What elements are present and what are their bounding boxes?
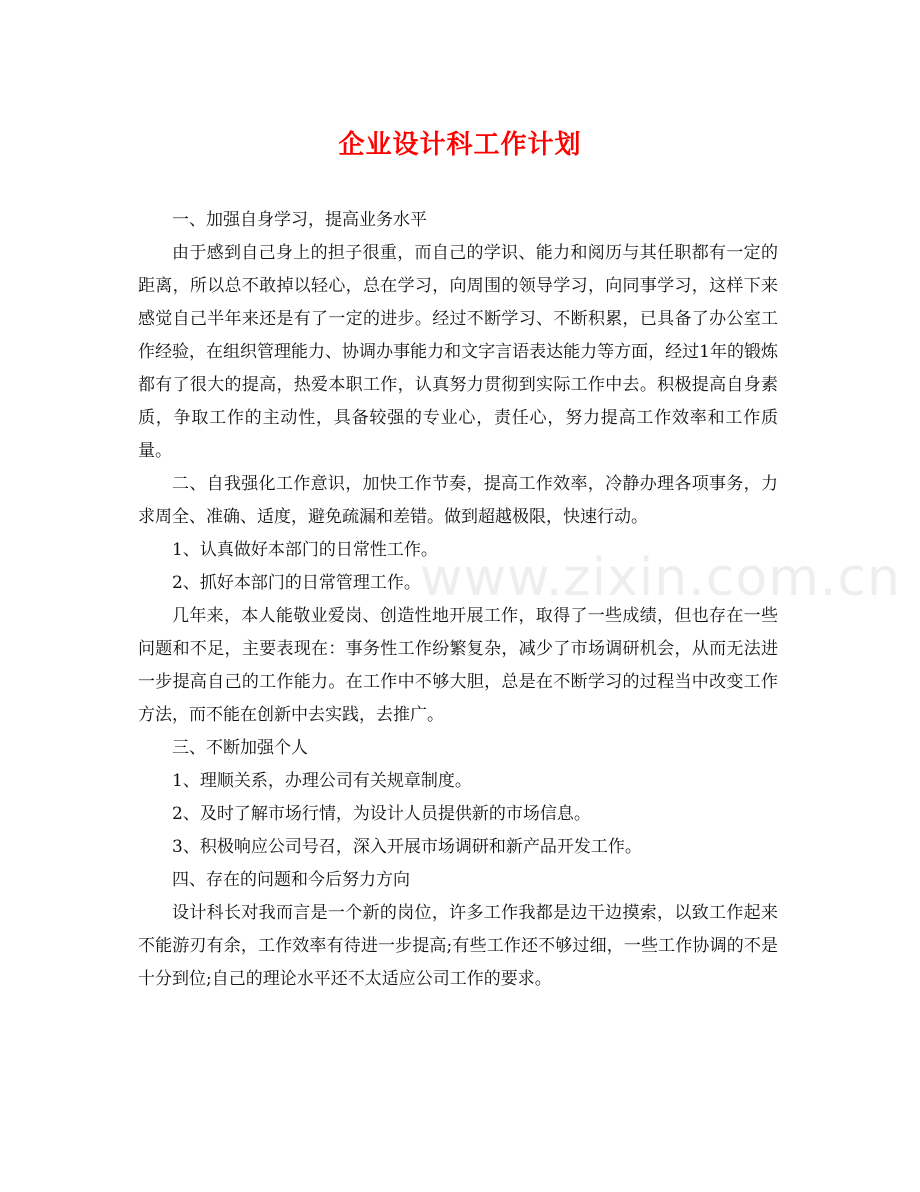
list-item: 2、抓好本部门的日常管理工作。 (172, 573, 421, 593)
document-title: 企业设计科工作计划 (338, 130, 582, 160)
watermark: www.zixin.com.cn (420, 548, 901, 608)
list-item: 1、认真做好本部门的日常性工作。 (172, 540, 438, 560)
paragraph: 设计科长对我而言是一个新的岗位，许多工作我都是边干边摸索，以致工作起来不能游刃有余，工作效率有待进一步提高;有些工作还不够过细，一些工作协调的不是十分到位;自己的理论水平还不太适应公司工作的要求。 (138, 903, 778, 989)
paragraph: 几年来，本人能敬业爱岗、创造性地开展工作，取得了一些成绩，但也存在一些问题和不足，主要表现在：事务性工作纷繁复杂，减少了市场调研机会，从而无法进一步提高自己的工作能力。在工作中不够大胆，总是在不断学习的过程当中改变工作方法，而不能在创新中去实践，去推广。 (138, 606, 778, 725)
section-heading-1: 一、加强自身学习，提高业务水平 (172, 210, 427, 230)
section-heading-4: 四、存在的问题和今后努力方向 (172, 870, 410, 890)
paragraph: 由于感到自己身上的担子很重，而自己的学识、能力和阅历与其任职都有一定的距离，所以总不敢掉以轻心，总在学习，向周围的领导学习，向同事学习，这样下来感觉自己半年来还是有了一定的进步。经过不断学习、不断积累，已具备了办公室工作经验，在组织管理能力、协调办事能力和文字言语表达能力等方面，经过1年的锻炼都有了很大的提高，热爱本职工作，认真努力贯彻到实际工作中去。积极提高自身素质，争取工作的主动性，具备较强的专业心，责任心，努力提高工作效率和工作质量。 (138, 243, 778, 461)
list-item: 3、积极响应公司号召，深入开展市场调研和新产品开发工作。 (172, 837, 642, 857)
section-heading-2: 二、自我强化工作意识，加快工作节奏，提高工作效率，冷静办理各项事务，力求周全、准确、适度，避免疏漏和差错。做到超越极限，快速行动。 (138, 474, 778, 527)
section-heading-3: 三、不断加强个人 (172, 738, 308, 758)
list-item: 1、理顺关系，办理公司有关规章制度。 (172, 771, 472, 791)
list-item: 2、及时了解市场行情，为设计人员提供新的市场信息。 (172, 804, 591, 824)
